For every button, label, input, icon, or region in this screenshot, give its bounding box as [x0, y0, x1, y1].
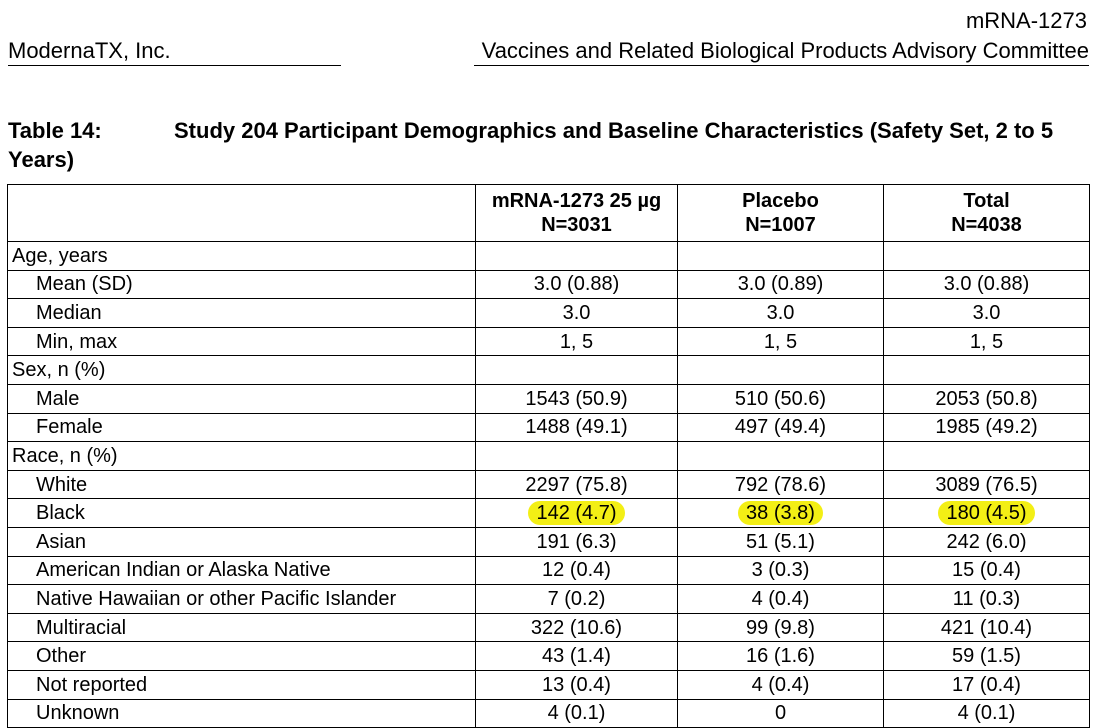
cell-value: 1, 5 [559, 330, 594, 353]
row-label: Mean (SD) [8, 270, 476, 299]
value-cell [884, 384, 1090, 413]
cell-value: 15 (0.4) [952, 559, 1021, 582]
row-label: Other [8, 642, 476, 671]
value-cell [884, 442, 1090, 471]
value-cell [476, 499, 678, 528]
table-title-text: Study 204 Participant Demographics and Baseline Characteristics (Safety Set, 2 to 5 Years) [8, 118, 1054, 172]
cell-value: 1, 5 [763, 330, 798, 353]
value-cell [884, 242, 1090, 271]
table-row [8, 642, 1090, 671]
value-cell [884, 556, 1090, 585]
value-cell [476, 556, 678, 585]
cell-value: 3 (0.3) [751, 559, 810, 582]
row-label: Median [8, 299, 476, 328]
cell-value: 3.0 [766, 301, 795, 324]
value-cell [884, 642, 1090, 671]
cell-value: 322 (10.6) [530, 616, 623, 639]
header-cell-vaccine: mRNA-1273 25 µg N=3031 [476, 185, 678, 242]
value-cell [678, 527, 884, 556]
cell-value: 2297 (75.8) [525, 473, 628, 496]
value-cell [678, 384, 884, 413]
product-name: mRNA-1273 [965, 8, 1087, 33]
cell-value: 1985 (49.2) [935, 416, 1038, 439]
value-cell [678, 270, 884, 299]
value-cell [884, 470, 1090, 499]
value-cell [678, 470, 884, 499]
cell-value: 3.0 (0.88) [943, 273, 1030, 296]
row-label: Asian [8, 527, 476, 556]
cell-value: 59 (1.5) [952, 645, 1021, 668]
header-cell-blank [8, 185, 476, 242]
committee-name: Vaccines and Related Biological Products Advisory Committee [474, 38, 1089, 66]
table-row [8, 670, 1090, 699]
value-cell [678, 699, 884, 728]
cell-value: 3089 (76.5) [935, 473, 1038, 496]
header-cell-placebo: Placebo N=1007 [678, 185, 884, 242]
value-cell [884, 585, 1090, 614]
table-number: Table 14: [8, 118, 102, 143]
table-row [8, 442, 1090, 471]
cell-value: 191 (6.3) [536, 530, 617, 553]
cell-value: 3.0 (0.89) [737, 273, 824, 296]
row-label: American Indian or Alaska Native [8, 556, 476, 585]
value-cell [476, 327, 678, 356]
table-row [8, 585, 1090, 614]
value-cell [678, 556, 884, 585]
table-row [8, 499, 1090, 528]
cell-value: 1488 (49.1) [525, 416, 628, 439]
value-cell [678, 242, 884, 271]
cell-value: 11 (0.3) [952, 587, 1021, 610]
value-cell [678, 613, 884, 642]
table-row [8, 270, 1090, 299]
highlighted-value: 142 (4.7) [528, 501, 624, 525]
value-cell [476, 270, 678, 299]
demographics-table [7, 184, 1090, 728]
value-cell [476, 356, 678, 385]
cell-value: 1, 5 [969, 330, 1004, 353]
value-cell [476, 442, 678, 471]
value-cell [476, 384, 678, 413]
cell-value: 99 (9.8) [746, 616, 815, 639]
value-cell [678, 642, 884, 671]
cell-value: 792 (78.6) [734, 473, 827, 496]
value-cell [678, 299, 884, 328]
value-cell [678, 413, 884, 442]
cell-value: 510 (50.6) [734, 387, 827, 410]
table-row [8, 527, 1090, 556]
value-cell [476, 413, 678, 442]
value-cell [884, 527, 1090, 556]
cell-value: 2053 (50.8) [935, 387, 1038, 410]
value-cell [678, 499, 884, 528]
value-cell [884, 499, 1090, 528]
row-label: Native Hawaiian or other Pacific Islander [8, 585, 476, 614]
value-cell [476, 470, 678, 499]
row-label: Not reported [8, 670, 476, 699]
value-cell [476, 613, 678, 642]
value-cell [678, 442, 884, 471]
value-cell [476, 670, 678, 699]
value-cell [476, 242, 678, 271]
table-row [8, 242, 1090, 271]
table-row [8, 327, 1090, 356]
cell-value: 3.0 [562, 301, 591, 324]
table-row [8, 356, 1090, 385]
row-label: Male [8, 384, 476, 413]
row-label: Black [8, 499, 476, 528]
table-row [8, 613, 1090, 642]
row-label: Female [8, 413, 476, 442]
cell-value: 242 (6.0) [946, 530, 1027, 553]
row-label: Min, max [8, 327, 476, 356]
value-cell [476, 527, 678, 556]
value-cell [884, 299, 1090, 328]
section-label: Race, n (%) [8, 442, 476, 471]
table-row [8, 299, 1090, 328]
value-cell [884, 270, 1090, 299]
table-row [8, 699, 1090, 728]
value-cell [476, 585, 678, 614]
row-label: Multiracial [8, 613, 476, 642]
header-cell-total: Total N=4038 [884, 185, 1090, 242]
cell-value: 3.0 (0.88) [533, 273, 620, 296]
value-cell [678, 585, 884, 614]
value-cell [678, 327, 884, 356]
value-cell [884, 356, 1090, 385]
table-row [8, 384, 1090, 413]
cell-value: 0 [774, 702, 787, 725]
row-label: White [8, 470, 476, 499]
cell-value: 4 (0.1) [547, 702, 606, 725]
cell-value: 421 (10.4) [940, 616, 1033, 639]
value-cell [476, 642, 678, 671]
value-cell [884, 699, 1090, 728]
section-label: Age, years [8, 242, 476, 271]
table-row [8, 470, 1090, 499]
cell-value: 7 (0.2) [547, 587, 606, 610]
highlighted-value: 38 (3.8) [738, 501, 823, 525]
company-name: ModernaTX, Inc. [8, 38, 341, 66]
table-header-row [8, 185, 1090, 242]
cell-value: 4 (0.1) [957, 702, 1016, 725]
cell-value: 13 (0.4) [542, 673, 611, 696]
cell-value: 4 (0.4) [751, 673, 810, 696]
cell-value: 12 (0.4) [542, 559, 611, 582]
value-cell [476, 299, 678, 328]
table-row [8, 413, 1090, 442]
value-cell [678, 356, 884, 385]
value-cell [884, 413, 1090, 442]
cell-value: 43 (1.4) [542, 645, 611, 668]
cell-value: 17 (0.4) [952, 673, 1021, 696]
cell-value: 3.0 [972, 301, 1001, 324]
value-cell [476, 699, 678, 728]
row-label: Unknown [8, 699, 476, 728]
value-cell [678, 670, 884, 699]
cell-value: 4 (0.4) [751, 587, 810, 610]
cell-value: 51 (5.1) [746, 530, 815, 553]
cell-value: 1543 (50.9) [525, 387, 628, 410]
value-cell [884, 613, 1090, 642]
cell-value: 497 (49.4) [734, 416, 827, 439]
table-row [8, 556, 1090, 585]
value-cell [884, 327, 1090, 356]
cell-value: 16 (1.6) [746, 645, 815, 668]
value-cell [884, 670, 1090, 699]
section-label: Sex, n (%) [8, 356, 476, 385]
table-title [8, 116, 1088, 174]
highlighted-value: 180 (4.5) [938, 501, 1034, 525]
